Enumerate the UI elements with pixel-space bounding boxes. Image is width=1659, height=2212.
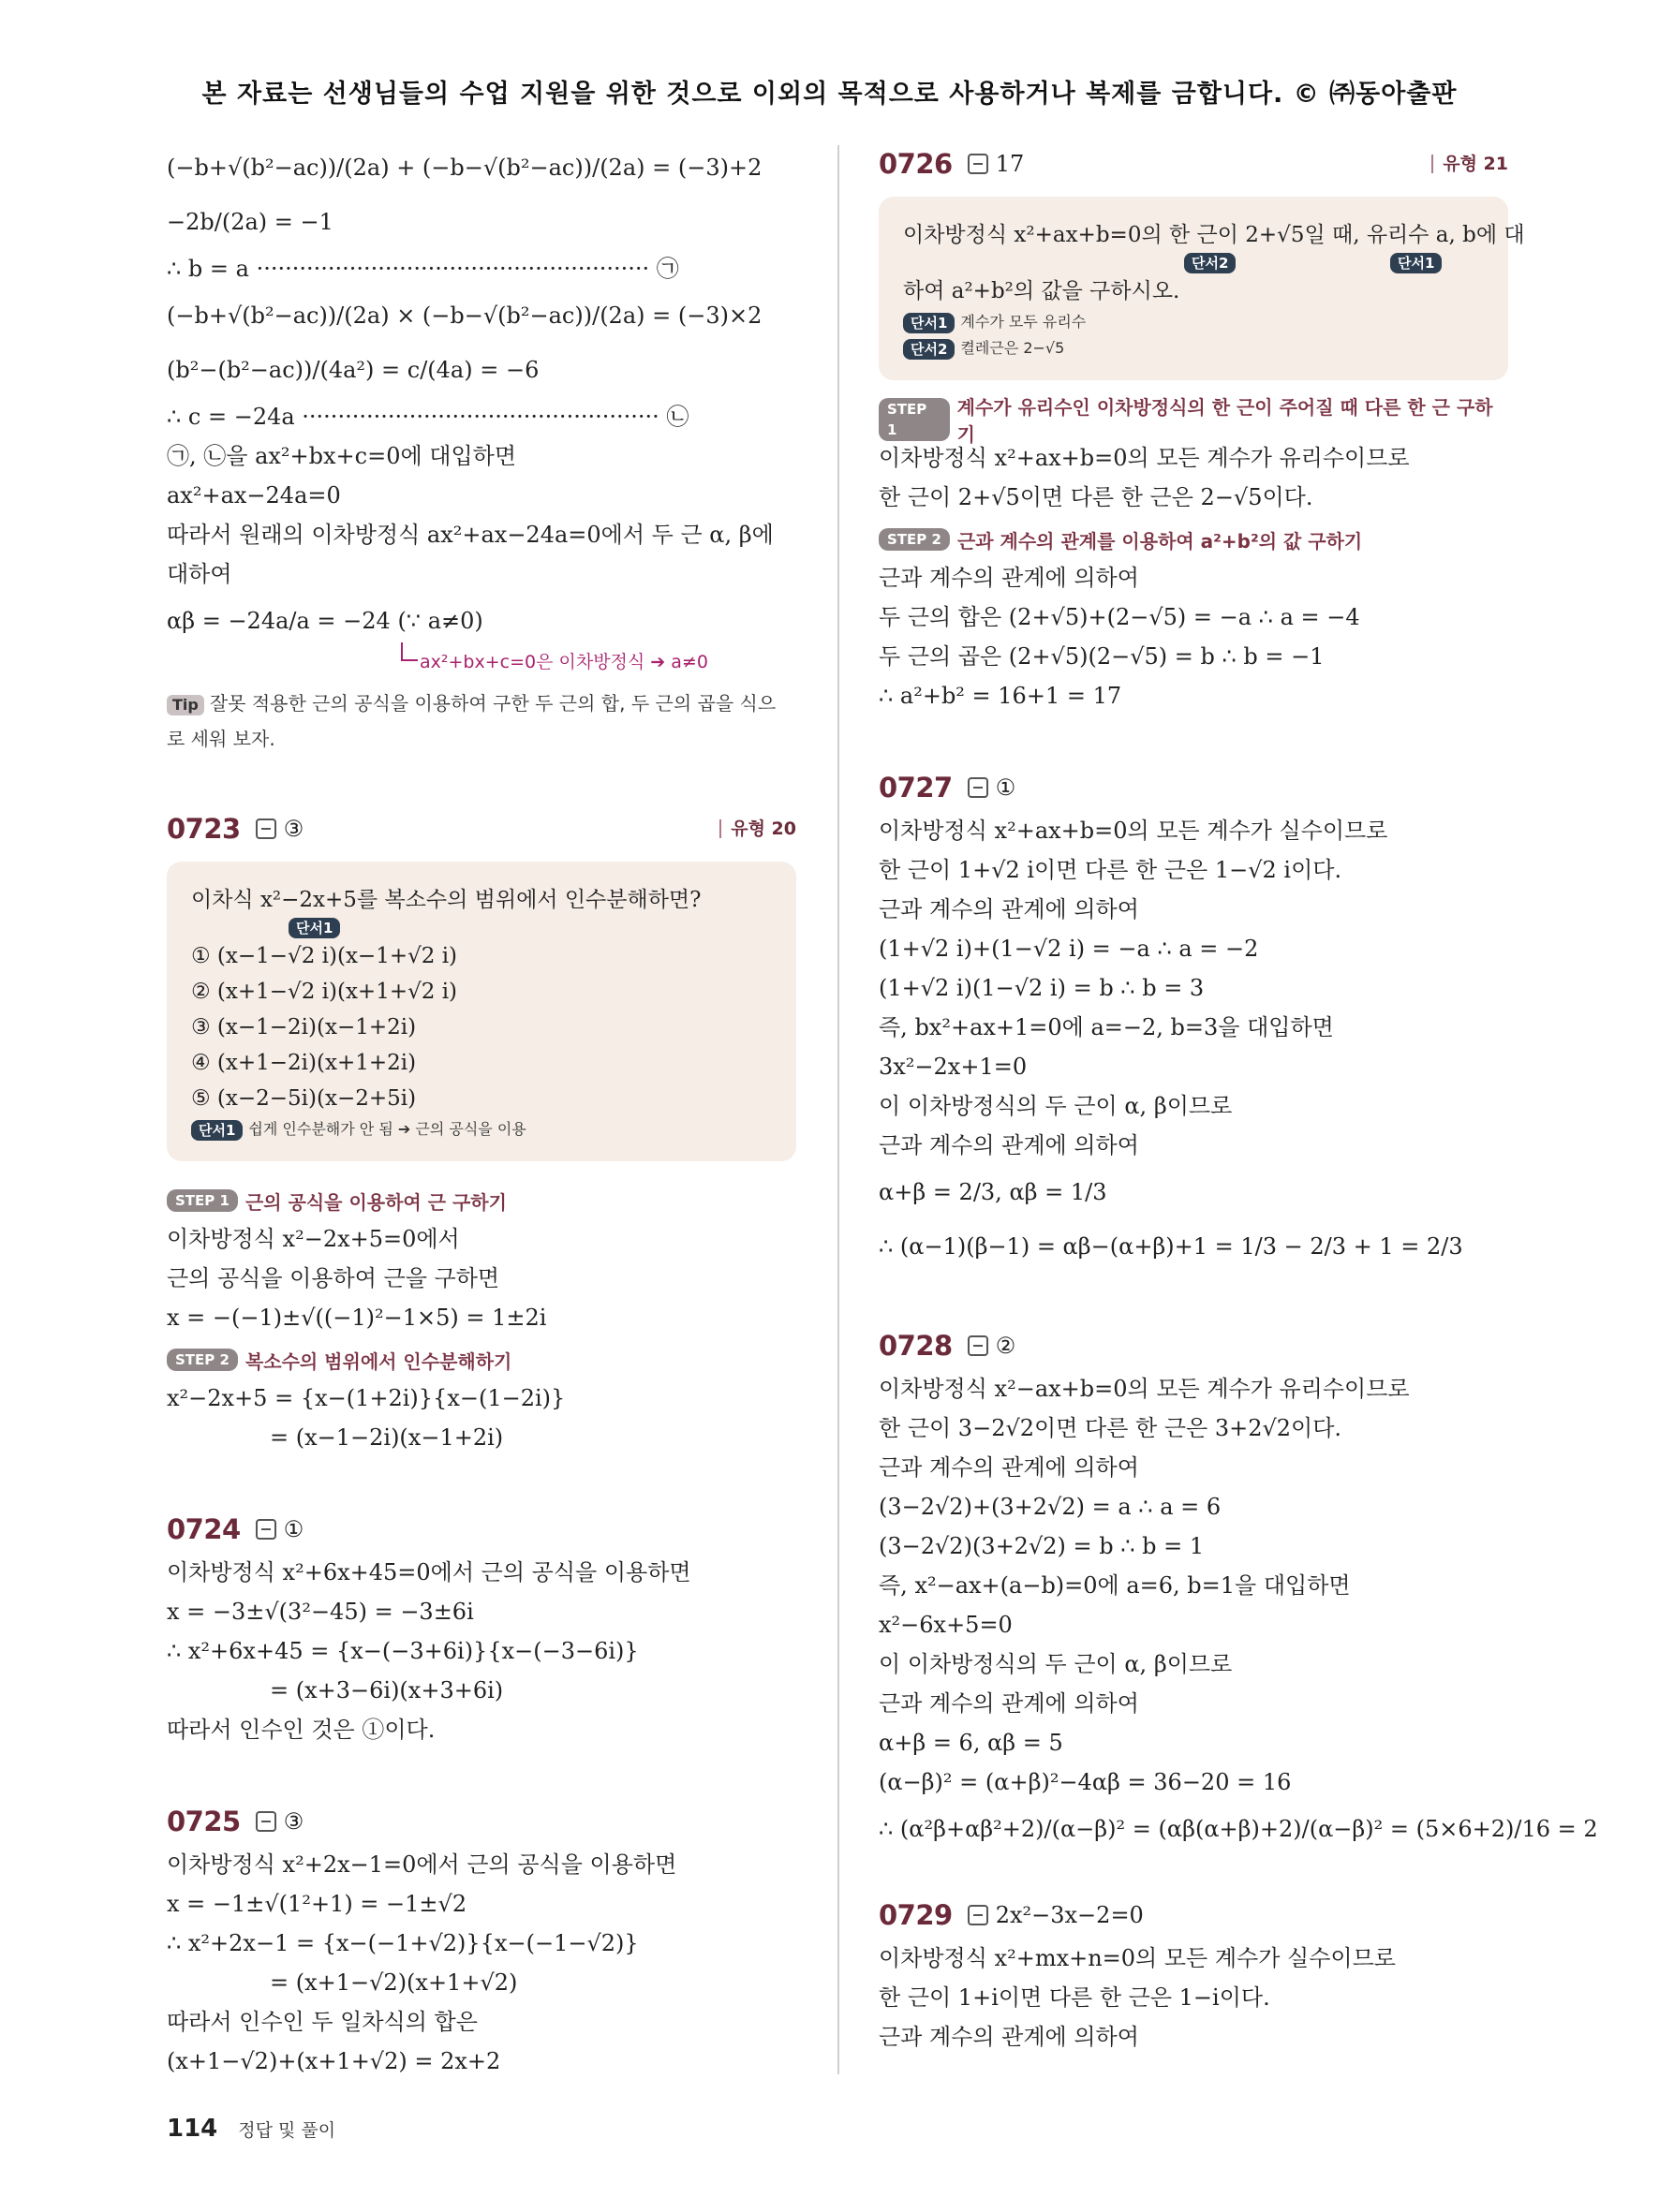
step-badge: STEP 2 [879,528,950,551]
solution-line: x = −3±√(3²−45) = −3±6i [167,1599,474,1625]
solution-line: 이차방정식 x²−2x+5=0에서 [167,1226,460,1252]
choice-1: ① (x−1−√2 i)(x−1+√2 i) [191,944,458,968]
clue-hint: 단서1 계수가 모두 유리수 [903,309,1484,335]
clue-hint: 단서2 켤레근은 2−√5 [903,335,1484,361]
page-number: 114 [167,2115,218,2143]
problem-number: 0726 [879,148,953,180]
solution-line: = (x−1−2i)(x−1+2i) [270,1424,504,1451]
solution-line: ㉠, ㉡을 ax²+bx+c=0에 대입하면 [167,443,517,469]
step-2 [879,521,1508,558]
problem-number: 0723 [167,813,241,845]
solution-line: 이차방정식 x²+mx+n=0의 모든 계수가 실수이므로 [879,1945,1396,1971]
footer-label: 정답 및 풀이 [238,2120,336,2141]
solution-line: 근과 계수의 관계에 의하여 [879,1132,1139,1158]
step-title: 근의 공식을 이용하여 근 구하기 [244,1190,507,1214]
continued-solution [167,140,796,757]
solution-line: α+β = 2/3, αβ = 1/3 [879,1179,1107,1205]
solution-line: x = −(−1)±√((−1)²−1×5) = 1±2i [167,1305,547,1331]
step-title: 계수가 유리수인 이차방정식의 한 근이 주어질 때 다른 한 근 구하기 [956,396,1493,446]
problem-0726 [879,140,1525,715]
choice-3: ③ (x−1−2i)(x−1+2i) [191,1015,417,1040]
solution-line: 이차방정식 x²+2x−1=0에서 근의 공식을 이용하면 [167,1851,677,1878]
solution-line: 근의 공식을 이용하여 근을 구하면 [167,1265,500,1291]
tip-text: 잘못 적용한 근의 공식을 이용하여 구한 두 근의 합, 두 근의 곱을 식으 [209,692,777,715]
step-2 [167,1341,796,1379]
clue-badge: 단서1 [289,918,340,938]
solution-line: 근과 계수의 관계에 의하여 [879,2024,1139,2050]
solution-line: ∴ b = a ······················································· ㉠ [167,256,679,282]
solution-line: 이차방정식 x²−ax+b=0의 모든 계수가 유리수이므로 [879,1376,1410,1402]
solution-line: x = −1±√(1²+1) = −1±√2 [167,1891,467,1917]
answer-icon [256,1519,276,1540]
solution-line: ∴ a²+b² = 16+1 = 17 [879,683,1122,709]
solution-line: 이 이차방정식의 두 근이 α, β이므로 [879,1093,1233,1119]
clue-hint: 단서1 쉽게 인수분해가 안 됨 ➔ 근의 공식을 이용 [191,1116,772,1143]
solution-line: ∴ x²+6x+45 = {x−(−3+6i)}{x−(−3−6i)} [167,1638,639,1664]
answer: ③ [283,816,304,842]
step-title: 근과 계수의 관계를 이용하여 a²+b²의 값 구하기 [956,529,1363,553]
step-badge: STEP 2 [167,1349,238,1371]
problem-header [167,1506,796,1553]
solution-line: 두 근의 합은 (2+√5)+(2−√5) = −a ∴ a = −4 [879,604,1360,630]
problem-number: 0728 [879,1330,953,1362]
problem-box [879,197,1525,380]
solution-line: ∴ (α−1)(β−1) = αβ−(α+β)+1 = 1/3 − 2/3 + 1 = 2/3 [879,1233,1463,1260]
solution-line: 대하여 [167,561,232,587]
problem-number: 0725 [167,1806,241,1837]
solution-line: 한 근이 2+√5이면 다른 한 근은 2−√5이다. [879,484,1313,510]
solution-line: 따라서 인수인 두 일차식의 합은 [167,2009,478,2035]
solution-line: ax²+ax−24a=0 [167,482,341,509]
problem-0725 [167,1798,796,2081]
step-badge: STEP 1 [879,398,950,441]
answer: ③ [283,1808,304,1835]
left-column [167,140,796,2081]
solution-line: 이차방정식 x²+6x+45=0에서 근의 공식을 이용하면 [167,1559,691,1585]
solution-line: x²−2x+5 = {x−(1+2i)}{x−(1−2i)} [167,1385,566,1411]
solution-line: 이 이차방정식의 두 근이 α, β이므로 [879,1651,1233,1677]
solution-line: 근과 계수의 관계에 의하여 [879,896,1139,922]
answer-icon [968,1335,988,1356]
tip-text: 로 세워 보자. [167,728,275,750]
solution-line: αβ = −24a/a = −24 (∵ a≠0) [167,608,483,634]
solution-line: −2b/(2a) = −1 [167,209,333,235]
solution-line: ∴ x²+2x−1 = {x−(−1+√2)}{x−(−1−√2)} [167,1930,639,1956]
problem-text: 이차식 x²−2x+5를 복소수의 범위에서 인수분해하면? [191,888,702,912]
choice-2: ② (x+1−√2 i)(x+1+√2 i) [191,980,458,1004]
solution-line: (α−β)² = (α+β)²−4αβ = 36−20 = 16 [879,1769,1292,1795]
solution-line: ∴ (α²β+αβ²+2)/(α−β)² = (αβ(α+β)+2)/(α−β)² = (5×6+2)/16 = 2 [879,1816,1598,1842]
answer: ① [995,774,1016,801]
answer: 2x²−3x−2=0 [995,1902,1144,1928]
clue-badge: 단서2 [1184,253,1236,273]
tip-badge: Tip [167,695,204,715]
solution-line: 3x²−2x+1=0 [879,1054,1028,1080]
problem-header [167,805,796,852]
solution-line: 근과 계수의 관계에 의하여 [879,1690,1139,1717]
problem-0727 [879,764,1508,1274]
solution-line: (−b+√(b²−ac))/(2a) × (−b−√(b²−ac))/(2a) = (−3)×2 [167,302,763,329]
problem-0728 [879,1322,1598,1856]
solution-line: 한 근이 3−2√2이면 다른 한 근은 3+2√2이다. [879,1415,1342,1441]
type-tag: 유형 20 [719,819,796,838]
answer-icon [256,1811,276,1832]
copyright-notice: 본 자료는 선생님들의 수업 지원을 위한 것으로 이외의 목적으로 사용하거나 복제를 금합니다. © ㈜동아출판 [201,80,1458,109]
solution-line: ∴ c = −24a ·················································· ㉡ [167,404,689,430]
answer-icon [968,1905,988,1925]
solution-line: (3−2√2)+(3+2√2) = a ∴ a = 6 [879,1494,1222,1520]
solution-line: (−b+√(b²−ac))/(2a) + (−b−√(b²−ac))/(2a) = (−3)+2 [167,155,763,181]
solution-line: (3−2√2)(3+2√2) = b ∴ b = 1 [879,1533,1205,1559]
type-tag: 유형 21 [1431,155,1508,173]
page-footer [167,2115,335,2143]
clue-badge: 단서1 [1390,253,1442,273]
tip [167,686,796,721]
answer-icon [968,777,988,798]
step-badge: STEP 1 [167,1189,238,1212]
problem-text: 하여 a²+b²의 값을 구하시오. [903,279,1180,303]
solution-line: 두 근의 곱은 (2+√5)(2−√5) = b ∴ b = −1 [879,643,1325,670]
solution-line: 즉, bx²+ax+1=0에 a=−2, b=3을 대입하면 [879,1014,1334,1040]
answer-icon [968,154,988,174]
solution-line: 한 근이 1+√2 i이면 다른 한 근은 1−√2 i이다. [879,857,1342,883]
column-divider [837,145,839,2074]
solution-line: (1+√2 i)+(1−√2 i) = −a ∴ a = −2 [879,936,1259,962]
problem-0724 [167,1506,796,1749]
problem-number: 0727 [879,772,953,804]
solution-line: (b²−(b²−ac))/(4a²) = c/(4a) = −6 [167,357,540,383]
problem-header [879,764,1508,811]
problem-number: 0729 [879,1899,953,1931]
answer: ① [283,1516,304,1542]
right-column [879,140,1598,2057]
problem-number: 0724 [167,1513,241,1545]
solution-line: 근과 계수의 관계에 의하여 [879,565,1139,591]
annotation-note: ax²+bx+c=0은 이차방정식 ➔ a≠0 [167,648,796,676]
solution-line: 근과 계수의 관계에 의하여 [879,1454,1139,1481]
answer: ② [995,1333,1016,1359]
solution-line: (x+1−√2)+(x+1+√2) = 2x+2 [167,2048,501,2074]
problem-box [167,862,796,1161]
problem-header [879,140,1508,187]
solution-line: = (x+1−√2)(x+1+√2) [270,1969,518,1996]
solution-line: = (x+3−6i)(x+3+6i) [270,1677,504,1703]
problem-header [879,1892,1508,1939]
step-1 [879,396,1508,446]
solution-line: 따라서 인수인 것은 ①이다. [167,1717,436,1743]
solution-line: x²−6x+5=0 [879,1612,1013,1638]
solution-line: (1+√2 i)(1−√2 i) = b ∴ b = 3 [879,975,1205,1001]
solution-line: 즉, x²−ax+(a−b)=0에 a=6, b=1을 대입하면 [879,1572,1351,1599]
solution-line: 따라서 원래의 이차방정식 ax²+ax−24a=0에서 두 근 α, β에 [167,522,774,548]
solution-line: 이차방정식 x²+ax+b=0의 모든 계수가 유리수이므로 [879,445,1410,471]
solution-line: 이차방정식 x²+ax+b=0의 모든 계수가 실수이므로 [879,818,1388,844]
solution-line: 한 근이 1+i이면 다른 한 근은 1−i이다. [879,1984,1270,2011]
problem-0729 [879,1892,1508,2057]
problem-0723 [167,805,796,1457]
step-title: 복소수의 범위에서 인수분해하기 [244,1349,512,1373]
answer: 17 [995,151,1025,177]
problem-text: 이차방정식 x²+ax+b=0의 한 근이 2+√5일 때, 유리수 a, b에 대 [903,223,1525,247]
problem-header [879,1322,1508,1369]
choice-5: ⑤ (x−2−5i)(x−2+5i) [191,1086,417,1111]
step-1 [167,1182,796,1219]
choice-4: ④ (x+1−2i)(x+1+2i) [191,1051,417,1075]
answer-icon [256,818,276,839]
problem-header [167,1798,796,1845]
solution-line: α+β = 6, αβ = 5 [879,1730,1063,1756]
